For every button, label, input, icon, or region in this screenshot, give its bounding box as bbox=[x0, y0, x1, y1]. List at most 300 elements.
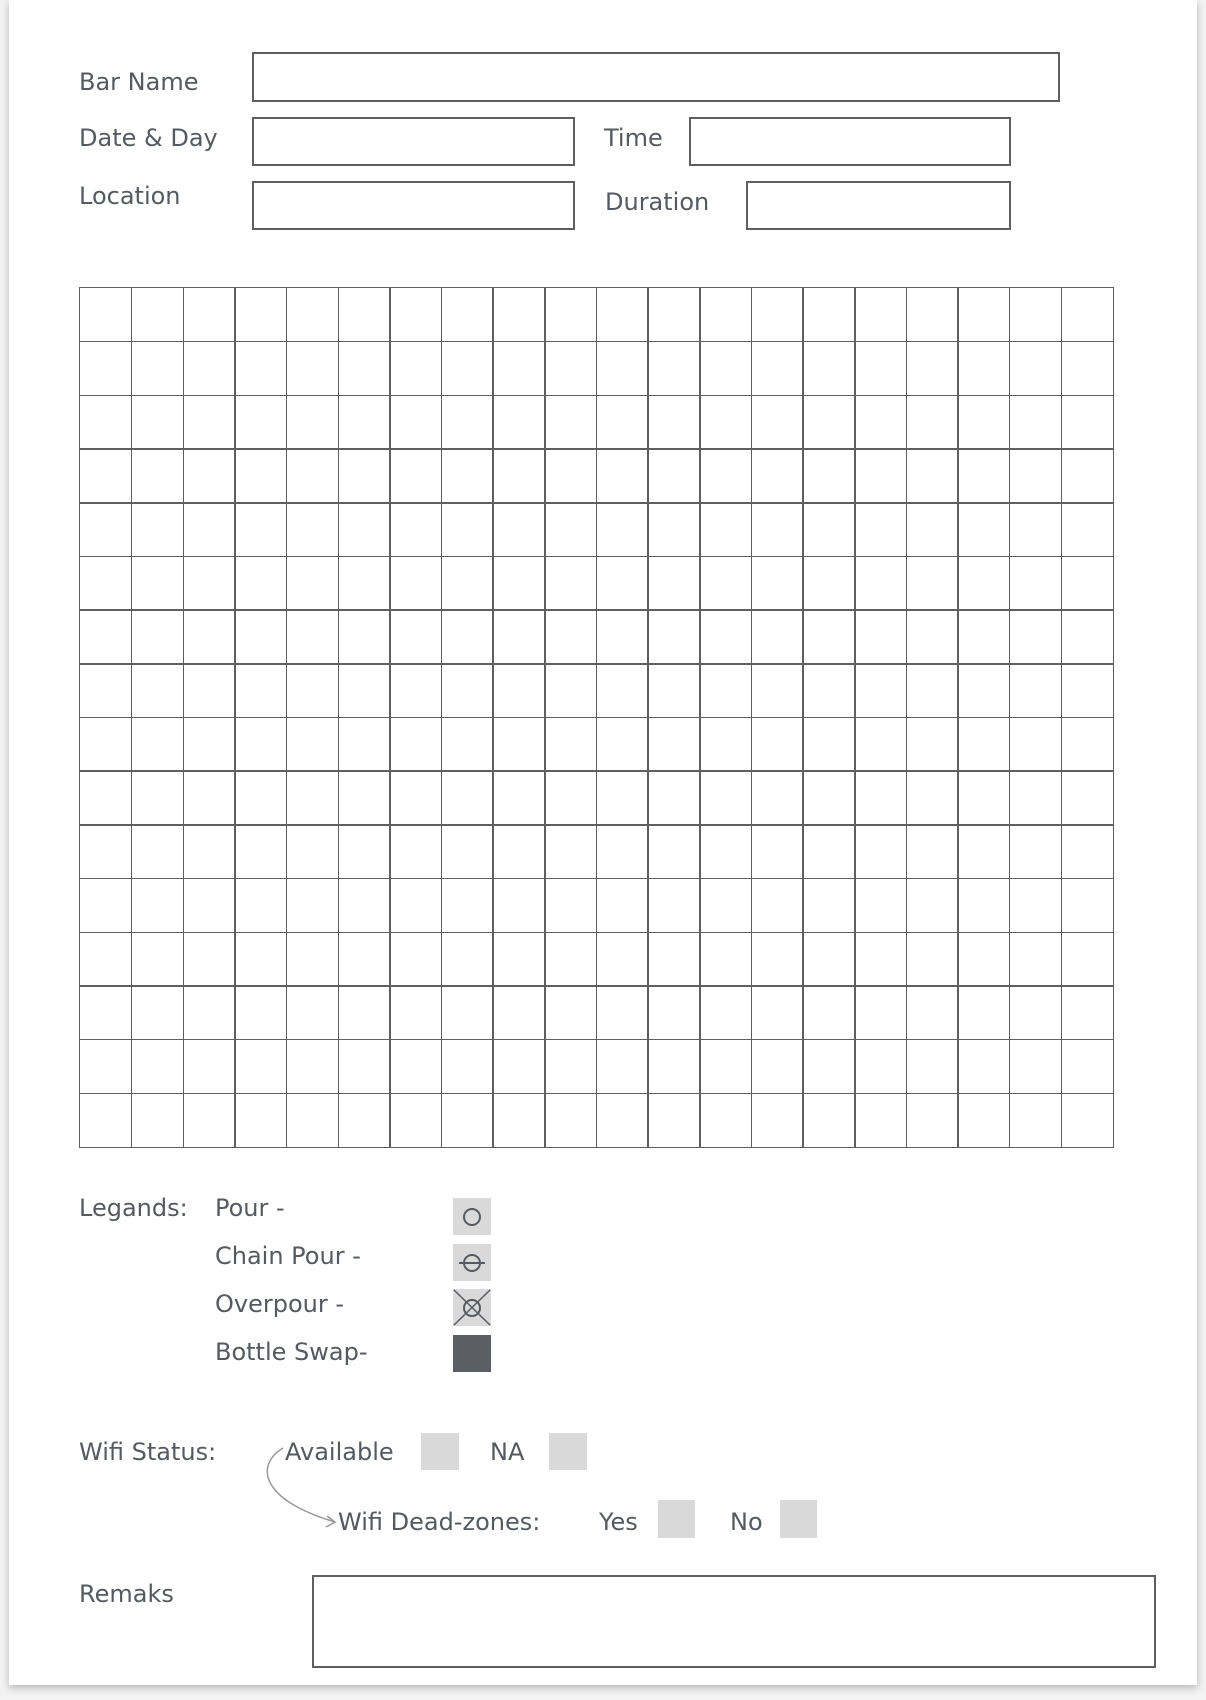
grid-cell[interactable] bbox=[957, 448, 1010, 503]
grid-cell[interactable] bbox=[234, 556, 287, 611]
grid-cell[interactable] bbox=[802, 609, 855, 664]
grid-cell[interactable] bbox=[131, 1093, 184, 1148]
grid-cell[interactable] bbox=[338, 1093, 391, 1148]
grid-cell[interactable] bbox=[751, 448, 804, 503]
grid-cell[interactable] bbox=[906, 341, 959, 396]
grid-cell[interactable] bbox=[647, 341, 700, 396]
grid-cell[interactable] bbox=[492, 287, 545, 342]
grid-cell[interactable] bbox=[596, 1093, 649, 1148]
grid-cell[interactable] bbox=[1009, 1093, 1062, 1148]
grid-cell[interactable] bbox=[183, 878, 236, 933]
location-input[interactable] bbox=[252, 181, 575, 230]
grid-cell[interactable] bbox=[854, 1039, 907, 1094]
duration-input[interactable] bbox=[746, 181, 1011, 230]
grid-cell[interactable] bbox=[854, 287, 907, 342]
grid-cell[interactable] bbox=[234, 770, 287, 825]
grid-cell[interactable] bbox=[751, 341, 804, 396]
grid-cell[interactable] bbox=[854, 824, 907, 879]
grid-cell[interactable] bbox=[286, 395, 339, 450]
grid-cell[interactable] bbox=[1009, 663, 1062, 718]
grid-cell[interactable] bbox=[338, 985, 391, 1040]
grid-cell[interactable] bbox=[802, 663, 855, 718]
grid-cell[interactable] bbox=[596, 824, 649, 879]
grid-cell[interactable] bbox=[441, 824, 494, 879]
grid-cell[interactable] bbox=[79, 1093, 132, 1148]
grid-cell[interactable] bbox=[79, 717, 132, 772]
grid-cell[interactable] bbox=[286, 502, 339, 557]
grid-cell[interactable] bbox=[131, 985, 184, 1040]
grid-cell[interactable] bbox=[544, 448, 597, 503]
grid-cell[interactable] bbox=[647, 663, 700, 718]
grid-cell[interactable] bbox=[338, 502, 391, 557]
grid-cell[interactable] bbox=[544, 770, 597, 825]
grid-cell[interactable] bbox=[183, 985, 236, 1040]
grid-cell[interactable] bbox=[441, 1093, 494, 1148]
grid-cell[interactable] bbox=[751, 717, 804, 772]
grid-cell[interactable] bbox=[957, 717, 1010, 772]
grid-cell[interactable] bbox=[647, 395, 700, 450]
grid-cell[interactable] bbox=[647, 985, 700, 1040]
deadzones-yes-checkbox[interactable] bbox=[658, 1500, 695, 1538]
grid-cell[interactable] bbox=[1009, 556, 1062, 611]
grid-cell[interactable] bbox=[389, 341, 442, 396]
grid-cell[interactable] bbox=[389, 502, 442, 557]
bar-name-input[interactable] bbox=[252, 52, 1060, 102]
grid-cell[interactable] bbox=[492, 556, 545, 611]
grid-cell[interactable] bbox=[647, 878, 700, 933]
grid-cell[interactable] bbox=[544, 609, 597, 664]
grid-cell[interactable] bbox=[79, 878, 132, 933]
grid-cell[interactable] bbox=[131, 824, 184, 879]
grid-cell[interactable] bbox=[596, 287, 649, 342]
grid-cell[interactable] bbox=[441, 341, 494, 396]
grid-cell[interactable] bbox=[802, 448, 855, 503]
grid-cell[interactable] bbox=[338, 824, 391, 879]
grid-cell[interactable] bbox=[751, 1093, 804, 1148]
grid-cell[interactable] bbox=[131, 502, 184, 557]
grid-cell[interactable] bbox=[389, 932, 442, 987]
grid-cell[interactable] bbox=[131, 341, 184, 396]
grid-cell[interactable] bbox=[441, 1039, 494, 1094]
grid-cell[interactable] bbox=[234, 448, 287, 503]
grid-cell[interactable] bbox=[183, 395, 236, 450]
grid-cell[interactable] bbox=[906, 448, 959, 503]
grid-cell[interactable] bbox=[699, 932, 752, 987]
grid-cell[interactable] bbox=[596, 395, 649, 450]
grid-cell[interactable] bbox=[338, 1039, 391, 1094]
grid-cell[interactable] bbox=[1061, 1039, 1114, 1094]
grid-cell[interactable] bbox=[802, 341, 855, 396]
grid-cell[interactable] bbox=[234, 824, 287, 879]
grid-cell[interactable] bbox=[751, 985, 804, 1040]
grid-cell[interactable] bbox=[854, 663, 907, 718]
grid-cell[interactable] bbox=[957, 663, 1010, 718]
grid-cell[interactable] bbox=[79, 932, 132, 987]
grid-cell[interactable] bbox=[492, 663, 545, 718]
grid-cell[interactable] bbox=[1009, 609, 1062, 664]
grid-cell[interactable] bbox=[441, 770, 494, 825]
grid-cell[interactable] bbox=[492, 448, 545, 503]
grid-cell[interactable] bbox=[492, 717, 545, 772]
grid-cell[interactable] bbox=[699, 663, 752, 718]
grid-cell[interactable] bbox=[544, 395, 597, 450]
grid-cell[interactable] bbox=[79, 609, 132, 664]
grid-cell[interactable] bbox=[1061, 395, 1114, 450]
grid-cell[interactable] bbox=[492, 609, 545, 664]
grid-cell[interactable] bbox=[596, 556, 649, 611]
grid-cell[interactable] bbox=[854, 932, 907, 987]
grid-cell[interactable] bbox=[596, 609, 649, 664]
grid-cell[interactable] bbox=[389, 1093, 442, 1148]
grid-cell[interactable] bbox=[596, 932, 649, 987]
grid-cell[interactable] bbox=[1061, 824, 1114, 879]
time-input[interactable] bbox=[689, 117, 1011, 166]
grid-cell[interactable] bbox=[699, 717, 752, 772]
grid-cell[interactable] bbox=[79, 770, 132, 825]
grid-cell[interactable] bbox=[79, 985, 132, 1040]
grid-cell[interactable] bbox=[854, 395, 907, 450]
wifi-na-checkbox[interactable] bbox=[549, 1433, 587, 1470]
grid-cell[interactable] bbox=[234, 287, 287, 342]
grid-cell[interactable] bbox=[441, 609, 494, 664]
grid-cell[interactable] bbox=[131, 556, 184, 611]
grid-cell[interactable] bbox=[183, 663, 236, 718]
grid-cell[interactable] bbox=[183, 609, 236, 664]
grid-cell[interactable] bbox=[441, 878, 494, 933]
grid-cell[interactable] bbox=[389, 663, 442, 718]
grid-cell[interactable] bbox=[441, 717, 494, 772]
grid-cell[interactable] bbox=[802, 985, 855, 1040]
grid-cell[interactable] bbox=[234, 717, 287, 772]
grid-cell[interactable] bbox=[1009, 985, 1062, 1040]
grid-cell[interactable] bbox=[647, 609, 700, 664]
grid-cell[interactable] bbox=[389, 878, 442, 933]
grid-cell[interactable] bbox=[1061, 609, 1114, 664]
grid-cell[interactable] bbox=[854, 1093, 907, 1148]
grid-cell[interactable] bbox=[1061, 770, 1114, 825]
grid-cell[interactable] bbox=[389, 609, 442, 664]
grid-cell[interactable] bbox=[338, 717, 391, 772]
grid-cell[interactable] bbox=[854, 502, 907, 557]
grid-cell[interactable] bbox=[492, 985, 545, 1040]
grid-cell[interactable] bbox=[751, 502, 804, 557]
grid-cell[interactable] bbox=[906, 985, 959, 1040]
grid-cell[interactable] bbox=[286, 717, 339, 772]
grid-cell[interactable] bbox=[957, 932, 1010, 987]
grid-cell[interactable] bbox=[596, 502, 649, 557]
grid-cell[interactable] bbox=[854, 878, 907, 933]
grid-cell[interactable] bbox=[286, 341, 339, 396]
grid-cell[interactable] bbox=[183, 448, 236, 503]
grid-cell[interactable] bbox=[1009, 1039, 1062, 1094]
grid-cell[interactable] bbox=[286, 556, 339, 611]
grid-cell[interactable] bbox=[699, 341, 752, 396]
grid-cell[interactable] bbox=[854, 770, 907, 825]
grid-cell[interactable] bbox=[492, 878, 545, 933]
grid-cell[interactable] bbox=[183, 1039, 236, 1094]
grid-cell[interactable] bbox=[389, 824, 442, 879]
grid-cell[interactable] bbox=[286, 985, 339, 1040]
grid-cell[interactable] bbox=[699, 502, 752, 557]
grid-cell[interactable] bbox=[79, 824, 132, 879]
grid-cell[interactable] bbox=[286, 824, 339, 879]
grid-cell[interactable] bbox=[1061, 287, 1114, 342]
grid-cell[interactable] bbox=[802, 395, 855, 450]
grid-cell[interactable] bbox=[802, 770, 855, 825]
grid-cell[interactable] bbox=[131, 770, 184, 825]
grid-cell[interactable] bbox=[389, 556, 442, 611]
grid-cell[interactable] bbox=[647, 1093, 700, 1148]
grid-cell[interactable] bbox=[906, 287, 959, 342]
grid-cell[interactable] bbox=[544, 878, 597, 933]
grid-cell[interactable] bbox=[854, 609, 907, 664]
grid-cell[interactable] bbox=[596, 341, 649, 396]
grid-cell[interactable] bbox=[699, 985, 752, 1040]
grid-cell[interactable] bbox=[234, 341, 287, 396]
grid-cell[interactable] bbox=[1009, 448, 1062, 503]
grid-cell[interactable] bbox=[1061, 878, 1114, 933]
grid-cell[interactable] bbox=[1061, 663, 1114, 718]
grid-cell[interactable] bbox=[751, 824, 804, 879]
grid-cell[interactable] bbox=[596, 770, 649, 825]
grid-cell[interactable] bbox=[957, 770, 1010, 825]
grid-cell[interactable] bbox=[957, 287, 1010, 342]
grid-cell[interactable] bbox=[441, 502, 494, 557]
grid-cell[interactable] bbox=[906, 395, 959, 450]
grid-cell[interactable] bbox=[492, 932, 545, 987]
grid-cell[interactable] bbox=[699, 824, 752, 879]
grid-cell[interactable] bbox=[389, 287, 442, 342]
grid-cell[interactable] bbox=[751, 932, 804, 987]
grid-cell[interactable] bbox=[338, 556, 391, 611]
grid-cell[interactable] bbox=[183, 502, 236, 557]
grid-cell[interactable] bbox=[338, 395, 391, 450]
grid-cell[interactable] bbox=[234, 878, 287, 933]
grid-cell[interactable] bbox=[131, 878, 184, 933]
grid-cell[interactable] bbox=[647, 717, 700, 772]
deadzones-no-checkbox[interactable] bbox=[780, 1500, 817, 1538]
grid-cell[interactable] bbox=[854, 556, 907, 611]
grid-cell[interactable] bbox=[1061, 448, 1114, 503]
grid-cell[interactable] bbox=[596, 717, 649, 772]
grid-cell[interactable] bbox=[234, 609, 287, 664]
grid-cell[interactable] bbox=[906, 1093, 959, 1148]
grid-cell[interactable] bbox=[751, 395, 804, 450]
grid-cell[interactable] bbox=[286, 609, 339, 664]
grid-cell[interactable] bbox=[131, 717, 184, 772]
grid-cell[interactable] bbox=[957, 341, 1010, 396]
grid-cell[interactable] bbox=[751, 878, 804, 933]
grid-cell[interactable] bbox=[441, 395, 494, 450]
grid-cell[interactable] bbox=[338, 770, 391, 825]
grid-cell[interactable] bbox=[596, 985, 649, 1040]
grid-cell[interactable] bbox=[647, 824, 700, 879]
remarks-input[interactable] bbox=[312, 1575, 1156, 1668]
grid-cell[interactable] bbox=[441, 932, 494, 987]
grid-cell[interactable] bbox=[544, 1039, 597, 1094]
grid-cell[interactable] bbox=[389, 1039, 442, 1094]
grid-cell[interactable] bbox=[802, 878, 855, 933]
grid-cell[interactable] bbox=[699, 287, 752, 342]
grid-cell[interactable] bbox=[596, 1039, 649, 1094]
grid-cell[interactable] bbox=[1009, 878, 1062, 933]
grid-cell[interactable] bbox=[79, 663, 132, 718]
grid-cell[interactable] bbox=[854, 341, 907, 396]
grid-cell[interactable] bbox=[544, 717, 597, 772]
grid-cell[interactable] bbox=[131, 932, 184, 987]
grid-cell[interactable] bbox=[647, 556, 700, 611]
grid-cell[interactable] bbox=[802, 1093, 855, 1148]
grid-cell[interactable] bbox=[79, 502, 132, 557]
grid-cell[interactable] bbox=[1009, 824, 1062, 879]
grid-cell[interactable] bbox=[906, 663, 959, 718]
grid-cell[interactable] bbox=[906, 878, 959, 933]
grid-cell[interactable] bbox=[699, 395, 752, 450]
grid-cell[interactable] bbox=[234, 663, 287, 718]
grid-cell[interactable] bbox=[596, 878, 649, 933]
grid-cell[interactable] bbox=[957, 395, 1010, 450]
grid-cell[interactable] bbox=[802, 932, 855, 987]
grid-cell[interactable] bbox=[544, 502, 597, 557]
grid-cell[interactable] bbox=[1009, 717, 1062, 772]
grid-cell[interactable] bbox=[957, 1093, 1010, 1148]
grid-cell[interactable] bbox=[286, 663, 339, 718]
grid-cell[interactable] bbox=[802, 824, 855, 879]
grid-cell[interactable] bbox=[544, 663, 597, 718]
grid-cell[interactable] bbox=[751, 770, 804, 825]
grid-cell[interactable] bbox=[699, 556, 752, 611]
grid-cell[interactable] bbox=[1009, 395, 1062, 450]
grid-cell[interactable] bbox=[647, 287, 700, 342]
grid-cell[interactable] bbox=[906, 609, 959, 664]
grid-cell[interactable] bbox=[338, 287, 391, 342]
grid-cell[interactable] bbox=[286, 448, 339, 503]
grid-cell[interactable] bbox=[183, 341, 236, 396]
grid-cell[interactable] bbox=[234, 395, 287, 450]
grid-cell[interactable] bbox=[183, 932, 236, 987]
wifi-available-checkbox[interactable] bbox=[421, 1433, 459, 1470]
grid-cell[interactable] bbox=[492, 502, 545, 557]
grid-cell[interactable] bbox=[906, 1039, 959, 1094]
grid-cell[interactable] bbox=[854, 448, 907, 503]
grid-cell[interactable] bbox=[802, 502, 855, 557]
grid-cell[interactable] bbox=[183, 770, 236, 825]
grid-cell[interactable] bbox=[234, 932, 287, 987]
grid-cell[interactable] bbox=[492, 341, 545, 396]
grid-cell[interactable] bbox=[751, 663, 804, 718]
grid-cell[interactable] bbox=[906, 717, 959, 772]
grid-cell[interactable] bbox=[131, 448, 184, 503]
grid-cell[interactable] bbox=[906, 770, 959, 825]
grid-cell[interactable] bbox=[338, 932, 391, 987]
grid-cell[interactable] bbox=[183, 1093, 236, 1148]
grid-cell[interactable] bbox=[183, 824, 236, 879]
grid-cell[interactable] bbox=[286, 1039, 339, 1094]
grid-cell[interactable] bbox=[183, 717, 236, 772]
grid-cell[interactable] bbox=[647, 770, 700, 825]
grid-cell[interactable] bbox=[79, 448, 132, 503]
grid-cell[interactable] bbox=[286, 287, 339, 342]
grid-cell[interactable] bbox=[1009, 287, 1062, 342]
grid-cell[interactable] bbox=[389, 717, 442, 772]
grid-cell[interactable] bbox=[1061, 1093, 1114, 1148]
grid-cell[interactable] bbox=[802, 556, 855, 611]
grid-cell[interactable] bbox=[699, 1093, 752, 1148]
grid-cell[interactable] bbox=[338, 609, 391, 664]
grid-cell[interactable] bbox=[802, 1039, 855, 1094]
grid-cell[interactable] bbox=[699, 609, 752, 664]
grid-cell[interactable] bbox=[492, 1093, 545, 1148]
grid-cell[interactable] bbox=[1009, 502, 1062, 557]
grid-cell[interactable] bbox=[492, 395, 545, 450]
grid-cell[interactable] bbox=[751, 287, 804, 342]
grid-cell[interactable] bbox=[854, 717, 907, 772]
grid-cell[interactable] bbox=[957, 502, 1010, 557]
grid-cell[interactable] bbox=[957, 878, 1010, 933]
grid-cell[interactable] bbox=[906, 502, 959, 557]
grid-cell[interactable] bbox=[389, 448, 442, 503]
grid-cell[interactable] bbox=[492, 824, 545, 879]
grid-cell[interactable] bbox=[79, 287, 132, 342]
grid-cell[interactable] bbox=[286, 932, 339, 987]
grid-cell[interactable] bbox=[699, 1039, 752, 1094]
grid-cell[interactable] bbox=[389, 985, 442, 1040]
grid-cell[interactable] bbox=[441, 985, 494, 1040]
grid-cell[interactable] bbox=[1009, 932, 1062, 987]
grid-cell[interactable] bbox=[957, 556, 1010, 611]
grid-cell[interactable] bbox=[338, 663, 391, 718]
grid-cell[interactable] bbox=[596, 448, 649, 503]
grid-cell[interactable] bbox=[234, 1039, 287, 1094]
grid-cell[interactable] bbox=[79, 1039, 132, 1094]
grid-cell[interactable] bbox=[441, 448, 494, 503]
grid-cell[interactable] bbox=[854, 985, 907, 1040]
grid-cell[interactable] bbox=[957, 985, 1010, 1040]
grid-cell[interactable] bbox=[906, 932, 959, 987]
grid-cell[interactable] bbox=[647, 448, 700, 503]
grid-cell[interactable] bbox=[1061, 717, 1114, 772]
grid-cell[interactable] bbox=[699, 770, 752, 825]
grid-cell[interactable] bbox=[441, 663, 494, 718]
grid-cell[interactable] bbox=[802, 717, 855, 772]
grid-cell[interactable] bbox=[802, 287, 855, 342]
grid-cell[interactable] bbox=[286, 1093, 339, 1148]
grid-cell[interactable] bbox=[1061, 556, 1114, 611]
grid-cell[interactable] bbox=[1061, 341, 1114, 396]
grid-cell[interactable] bbox=[131, 1039, 184, 1094]
grid-cell[interactable] bbox=[544, 932, 597, 987]
grid-cell[interactable] bbox=[79, 341, 132, 396]
grid-cell[interactable] bbox=[131, 609, 184, 664]
grid-cell[interactable] bbox=[544, 341, 597, 396]
grid-cell[interactable] bbox=[544, 1093, 597, 1148]
grid-cell[interactable] bbox=[751, 609, 804, 664]
grid-cell[interactable] bbox=[1061, 502, 1114, 557]
grid-cell[interactable] bbox=[544, 556, 597, 611]
grid-cell[interactable] bbox=[957, 1039, 1010, 1094]
grid-cell[interactable] bbox=[234, 1093, 287, 1148]
grid-cell[interactable] bbox=[183, 556, 236, 611]
grid-cell[interactable] bbox=[647, 1039, 700, 1094]
grid-cell[interactable] bbox=[338, 341, 391, 396]
grid-cell[interactable] bbox=[389, 395, 442, 450]
grid-cell[interactable] bbox=[1009, 770, 1062, 825]
grid-cell[interactable] bbox=[441, 287, 494, 342]
grid-cell[interactable] bbox=[286, 770, 339, 825]
grid-cell[interactable] bbox=[906, 824, 959, 879]
grid-cell[interactable] bbox=[492, 770, 545, 825]
grid-cell[interactable] bbox=[234, 502, 287, 557]
